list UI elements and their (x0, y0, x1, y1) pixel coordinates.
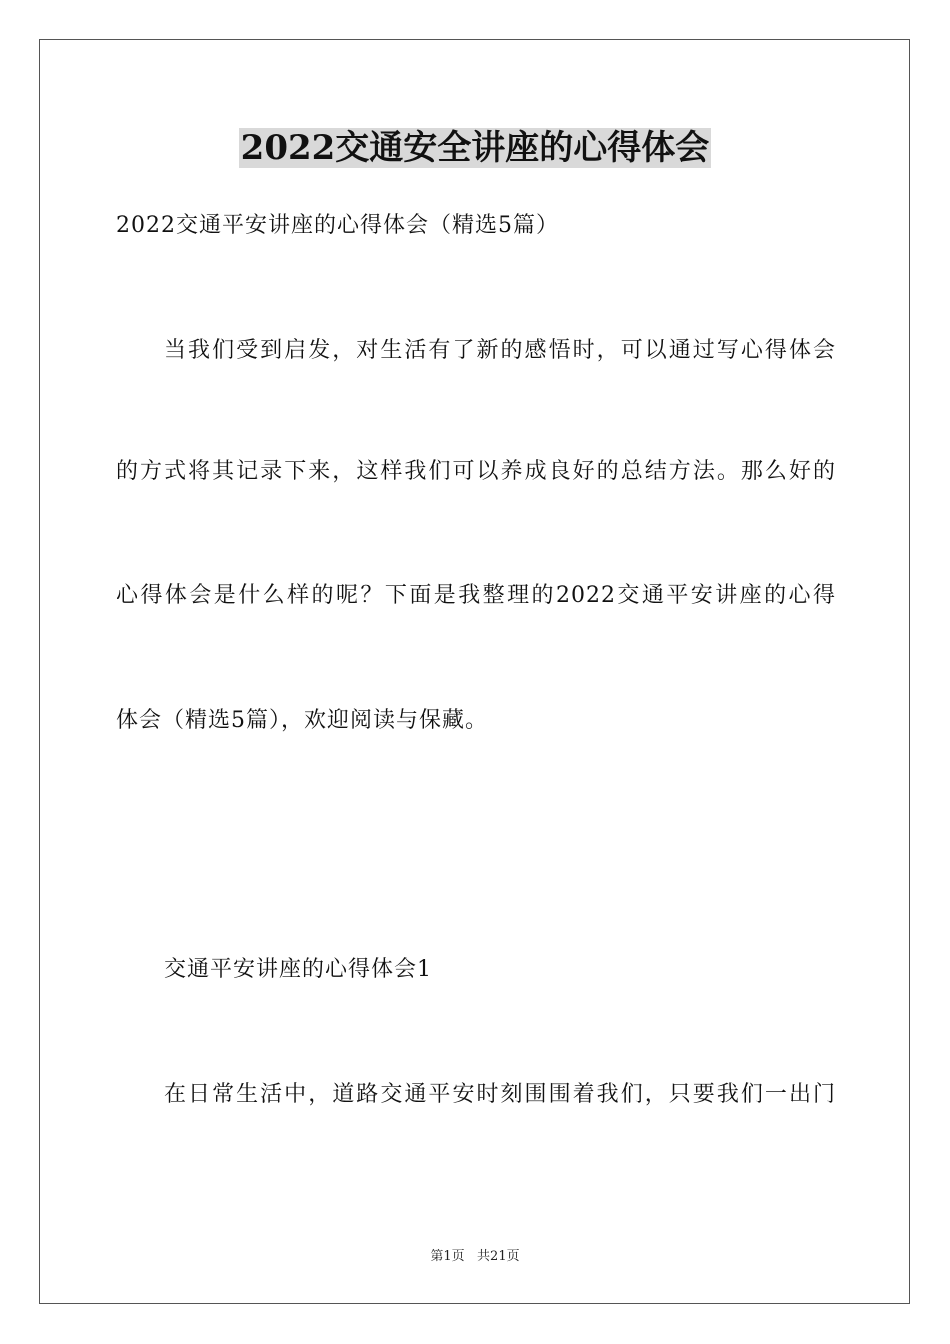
document-title (0, 126, 950, 170)
section-heading: 交通平安讲座的心得体会1 (164, 957, 432, 982)
document-title-text: 2022交通安全讲座的心得体会 (240, 128, 710, 168)
intro-line-1: 当我们受到启发，对生活有了新的感悟时，可以通过写心得体会 (164, 338, 836, 363)
intro-line-3: 心得体会是什么样的呢？下面是我整理的2022交通平安讲座的心得 (116, 583, 836, 608)
document-subtitle: 2022交通平安讲座的心得体会（精选5篇） (116, 213, 559, 238)
intro-line-2: 的方式将其记录下来，这样我们可以养成良好的总结方法。那么好的 (116, 459, 836, 484)
intro-line-4: 体会（精选5篇），欢迎阅读与保藏。 (116, 708, 488, 733)
body-line-1: 在日常生活中，道路交通平安时刻围围着我们，只要我们一出门 (164, 1082, 836, 1107)
page-footer: 第1页 共21页 (430, 1249, 520, 1264)
